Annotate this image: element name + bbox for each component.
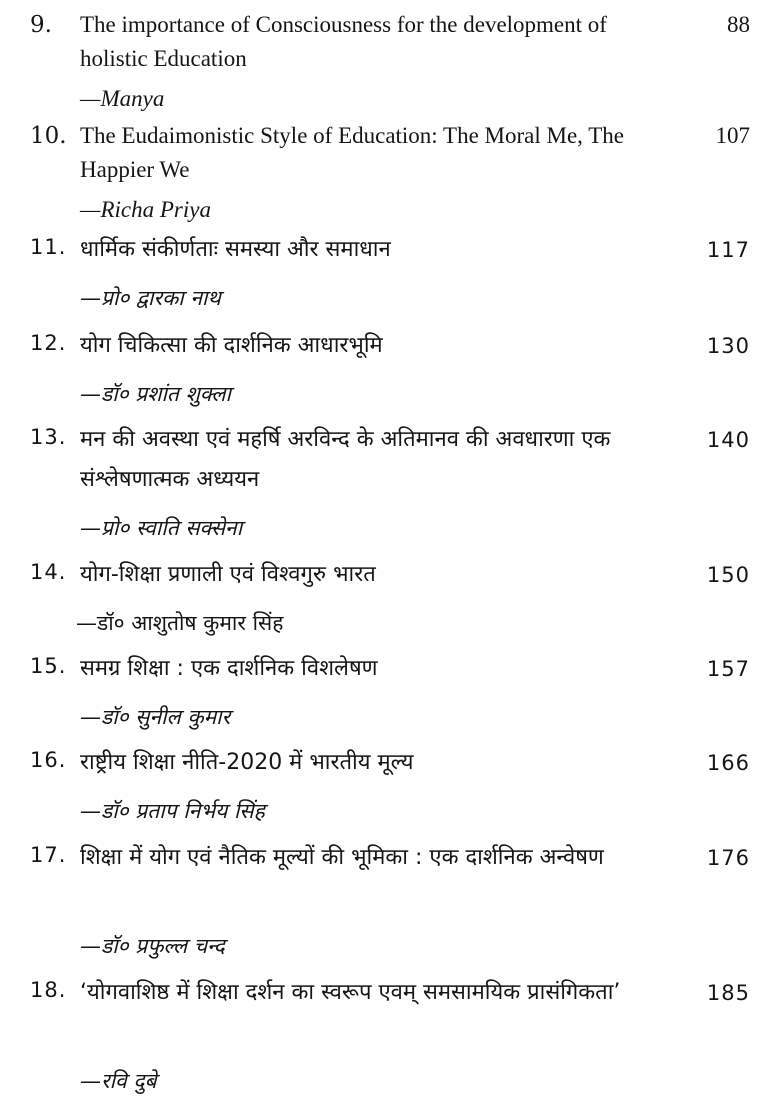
entry-page-number: 107 [715,123,750,148]
entry-number: 15. [30,654,67,678]
entry-author: —डॉ० प्रशांत शुक्ला [80,382,231,406]
entry-title: समग्र शिक्षा : एक दार्शनिक विशलेषण [80,656,378,681]
entry-number: 13. [30,425,67,449]
entry-page-number: 176 [706,846,750,870]
entry-author: —डॉ० प्रताप निर्भय सिंह [80,799,265,823]
entry-page-number: 166 [706,751,750,775]
entry-page-number: 88 [727,12,750,37]
entry-author: —रवि दुबे [80,1069,157,1093]
entry-author: —प्रो० स्वाति सक्सेना [80,516,243,540]
entry-title: योग चिकित्सा की दार्शनिक आधारभूमि [80,333,383,358]
entry-number: 18. [30,978,67,1002]
entry-title: The importance of Consciousness for the development of holistic Education [80,12,607,71]
entry-page-number: 140 [706,428,750,452]
entry-number: 12. [30,331,67,355]
entry-number: 10. [30,123,67,149]
entry-author: —डॉ० आशुतोष कुमार सिंह [76,611,284,635]
entry-page-number: 150 [706,563,750,587]
entry-author: —Richa Priya [80,197,211,222]
entry-page-number: 130 [706,334,750,358]
entry-page-number: 117 [706,238,750,262]
entry-author: —प्रो० द्वारका नाथ [80,286,221,310]
entry-number: 16. [30,748,67,772]
entry-number: 14. [30,560,67,584]
entry-number: 11. [30,235,67,259]
entry-title: मन की अवस्था एवं महर्षि अरविन्द के अतिमानव की अवधारणा एक संश्लेषणात्मक अध्ययन [80,427,611,492]
entry-author: —डॉ० प्रफुल्ल चन्द [80,934,225,958]
entry-title: The Eudaimonistic Style of Education: The Moral Me, The Happier We [80,123,625,182]
entry-author: —डॉ० सुनील कुमार [80,705,231,729]
entry-title: योग-शिक्षा प्रणाली एवं विश्वगुरु भारत [80,562,376,587]
entry-title: धार्मिक संकीर्णताः समस्या और समाधान [80,237,391,262]
entry-title: राष्ट्रीय शिक्षा नीति-2020 में भारतीय मूल्य [80,750,414,775]
entry-title: ‘योगवाशिष्ठ में शिक्षा दर्शन का स्वरूप एवम् समसामयिक प्रासंगिकता’ [80,980,621,1005]
entry-author: —Manya [80,86,165,111]
entry-page-number: 157 [706,657,750,681]
entry-page-number: 185 [706,981,750,1005]
entry-number: 17. [30,843,67,867]
entry-number: 9. [30,12,52,38]
entry-title: शिक्षा में योग एवं नैतिक मूल्यों की भूमिका : एक दार्शनिक अन्वेषण [80,845,604,870]
